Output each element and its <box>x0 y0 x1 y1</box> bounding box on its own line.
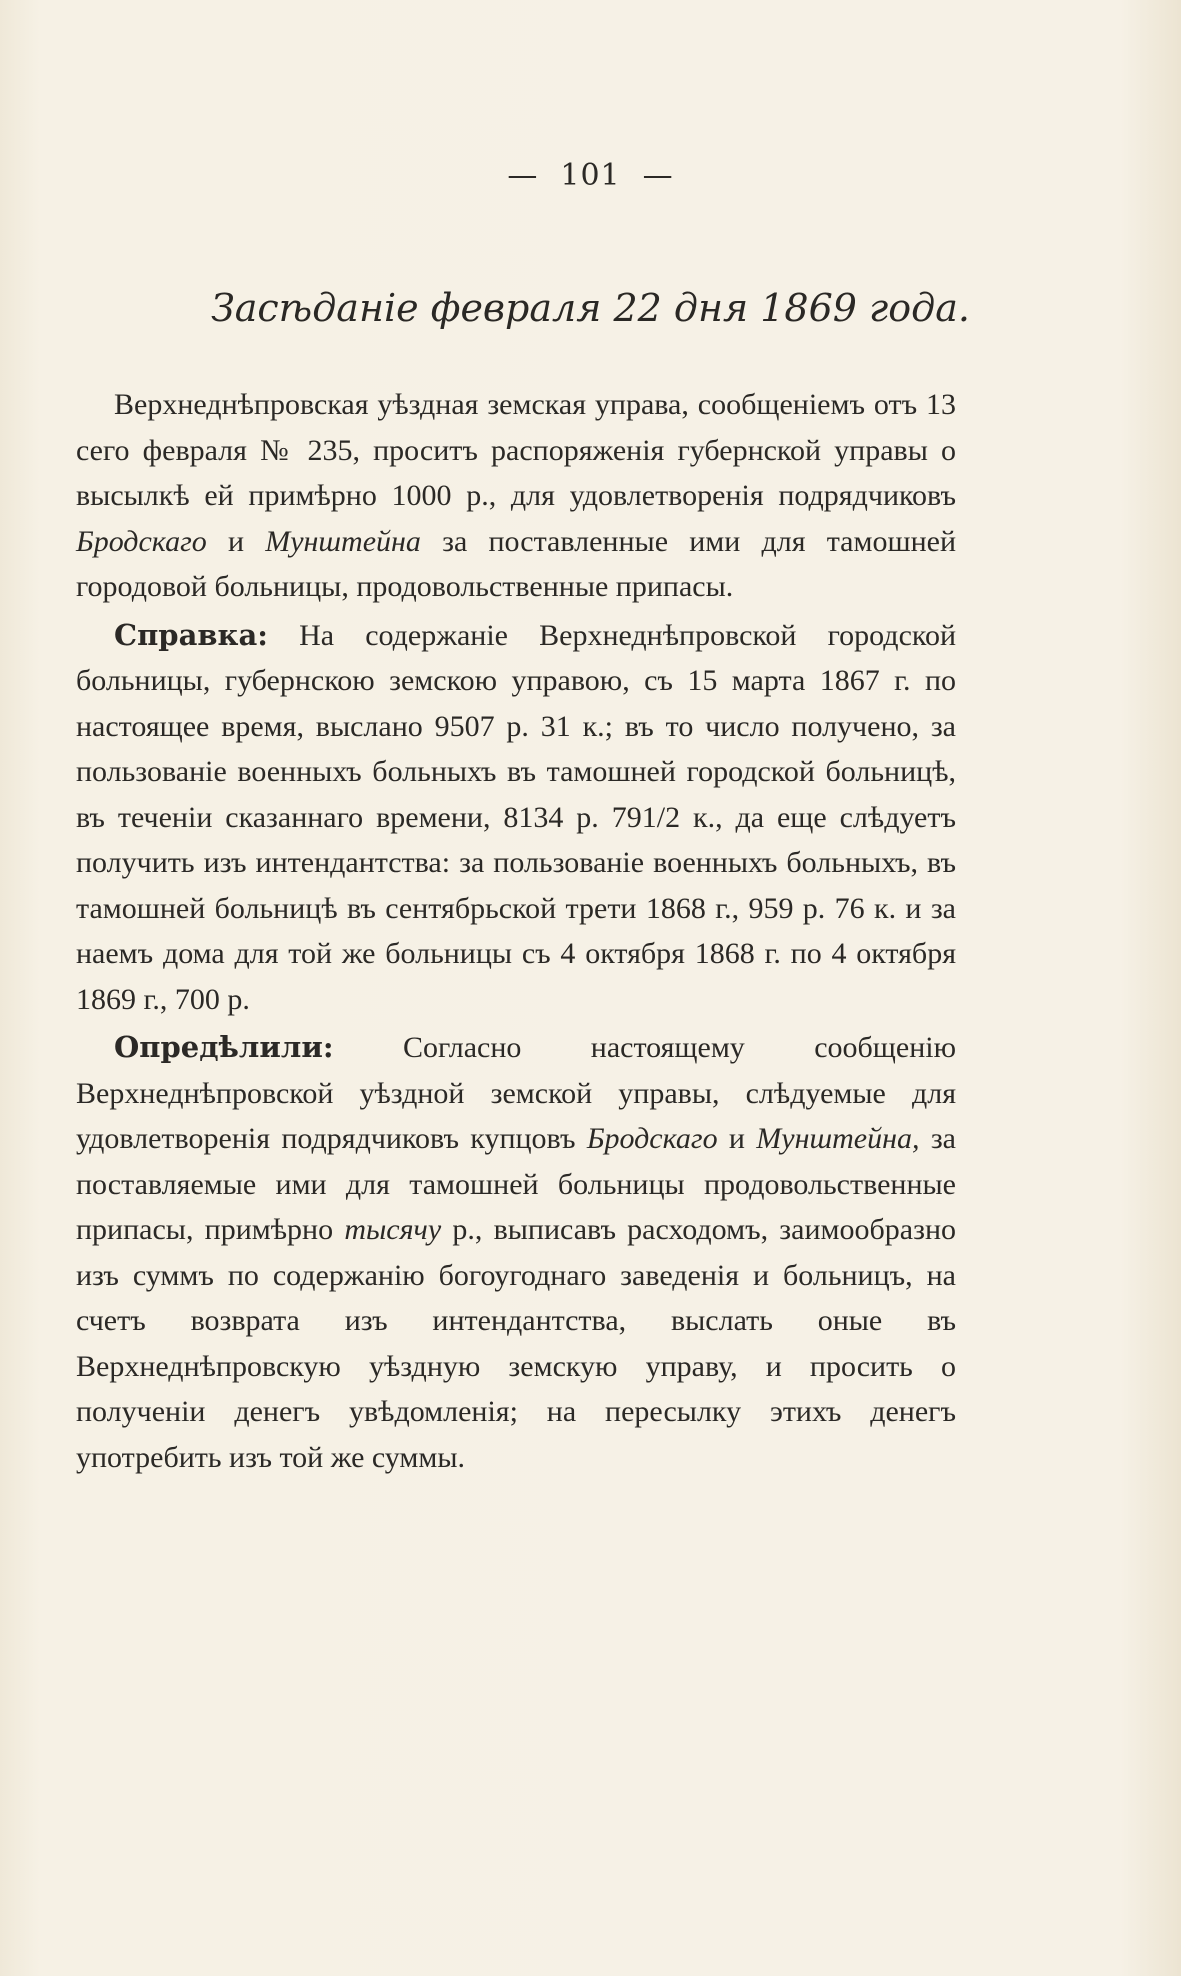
contractor-name: Мунштейна <box>265 524 421 558</box>
resolution-label: Опредѣлили: <box>114 1030 334 1064</box>
text-run: Верхнеднѣпровская уѣздная земская управа, сообщеніемъ отъ 13 сего февраля № 235, проситъ распоряженія губернской управы о высылкѣ ей примѣрно 1000 р., для удовлетворенія подрядчиковъ <box>76 388 956 512</box>
fraction: 1/2 <box>641 800 681 834</box>
page-number-line <box>0 158 1181 193</box>
dash-right: — <box>642 158 674 193</box>
text-run: за поставленные ими для тамошней городовой больницы, продовольственные припасы. <box>76 524 956 603</box>
contractor-name: Мунштейна, <box>756 1122 920 1155</box>
paragraph-request <box>76 382 956 610</box>
body-text <box>76 382 956 1480</box>
text-run: за поставляемые ими для тамошней больницы продовольственные припасы, примѣрно <box>76 1122 956 1246</box>
page-number: 101 <box>560 158 621 193</box>
text-run: к., да еще слѣдуетъ получить изъ интендантства: за пользованіе военныхъ больныхъ, въ тамошней больницѣ въ сентябрьской трети 1868 г., 959 р. 76 к. и за наемъ дома для той же больницы съ 4 октября 1868 г. по 4 октября 1869 г., 700 р. <box>76 800 956 1016</box>
paragraph-resolution <box>76 1025 956 1480</box>
contractor-name: Бродскаго <box>586 1122 718 1155</box>
text-run: и <box>717 1122 757 1155</box>
text-run: р., выписавъ расходомъ, заимообразно изъ суммъ по содержанію богоугоднаго заведенія и больницъ, на счетъ возврата изъ интендантства, выслать оные въ Верхнеднѣпровскую уѣздную земскую управу, и просить о полученіи денегъ увѣдомленія; на пересылку этихъ денегъ употребить изъ той же суммы. <box>76 1213 956 1474</box>
text-run: На содержаніе Верхнеднѣпровской городской больницы, губернскою земскою управою, съ 15 марта 1867 г. по настоящее время, выслано 9507 р. 31 к.; въ то число получено, за пользованіе военныхъ больныхъ въ тамошней городской больницѣ, въ теченіи сказаннаго времени, 8134 р. 79 <box>76 618 956 834</box>
session-title: Засѣданіе февраля 22 дня 1869 года. <box>211 286 970 330</box>
contractor-name: Бродскаго <box>76 524 207 558</box>
dash-left: — <box>507 158 539 193</box>
text-run: Согласно настоящему сообщенію Верхнеднѣпровской уѣздной земской управы, слѣдуемые для удовлетворенія подрядчиковъ купцовъ <box>76 1031 956 1155</box>
paragraph-reference <box>76 613 956 1023</box>
reference-label: Справка: <box>114 617 268 652</box>
text-run: и <box>206 524 266 558</box>
amount-word: тысячу <box>344 1213 442 1246</box>
